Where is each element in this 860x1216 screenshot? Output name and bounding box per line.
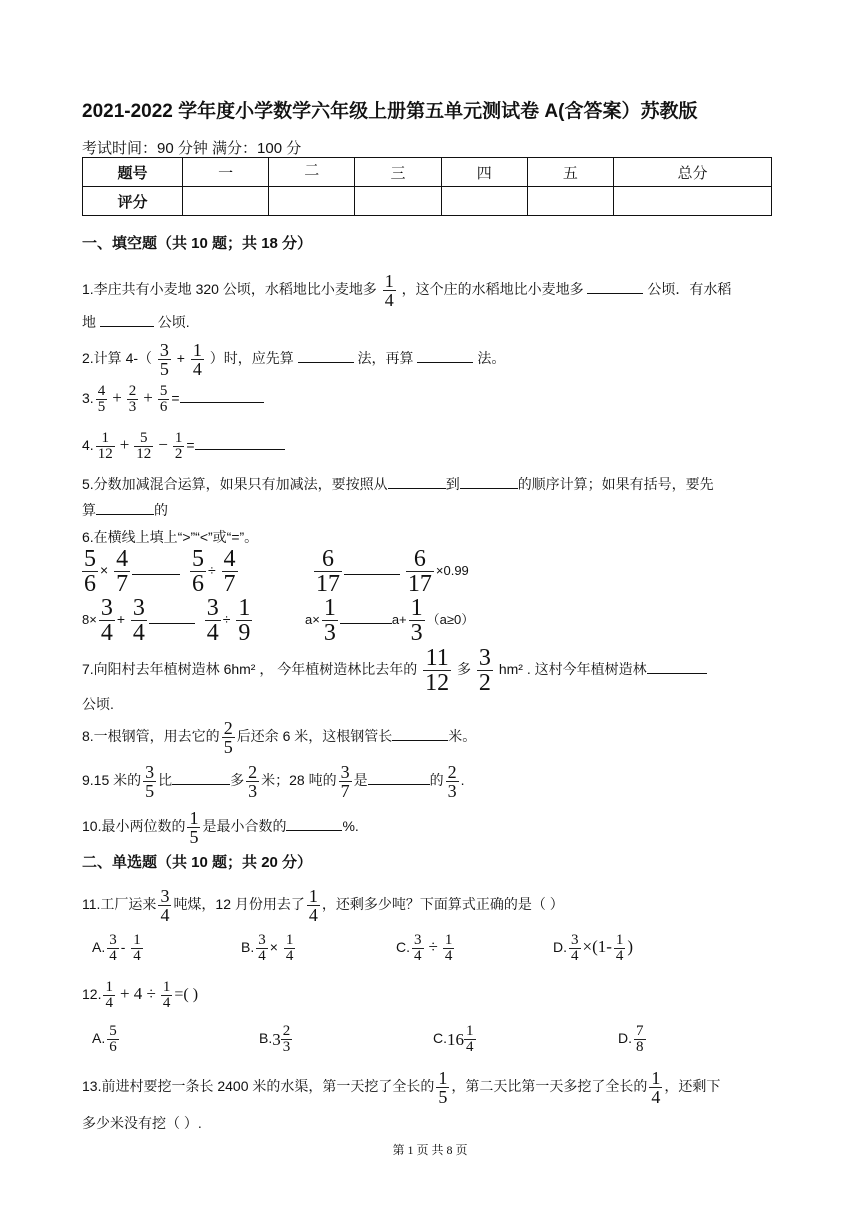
answer-blank[interactable] — [195, 435, 285, 450]
answer-blank[interactable] — [172, 770, 230, 785]
question-7-line-2: 公顷. — [82, 696, 114, 712]
exam-info: 考试时间：90 分钟 满分：100 分 — [82, 140, 302, 157]
option-label: D. — [553, 939, 567, 956]
table-header-cell: 总分 — [614, 158, 772, 187]
question-text: 是最小合数的 — [202, 818, 287, 835]
question-text: ×0.99 — [435, 563, 469, 579]
question-text: （a≥0） — [426, 612, 475, 628]
answer-blank[interactable] — [392, 726, 448, 741]
question-text: 后还余 6 米，这根钢管长 — [236, 728, 393, 745]
fraction: $\frac{1}{4}$ — [444, 932, 453, 964]
answer-blank[interactable] — [132, 560, 180, 575]
question-12 — [82, 980, 198, 1011]
fraction: $\frac{1}{3}$ — [323, 595, 336, 646]
table-header-cell: 五 — [527, 158, 613, 187]
operator: + 4 ÷ — [119, 984, 156, 1004]
question-text: 比 — [158, 772, 173, 789]
option-label: A. — [92, 939, 106, 956]
question-1-line-2 — [82, 312, 190, 332]
question-7-line-1 — [82, 646, 707, 695]
question-text: 7.向阳村去年植树造林 6hm² ， 今年植树造林比去年的 — [82, 661, 418, 678]
question-text: 到 — [445, 476, 460, 492]
operator: + — [112, 388, 122, 408]
fraction: $\frac{3}{7}$ — [340, 762, 350, 801]
fraction: $\frac{3}{5}$ — [159, 340, 169, 379]
option-a[interactable] — [92, 933, 145, 964]
question-text: 1.李庄共有小麦地 320 公顷，水稻地比小麦地多 — [82, 281, 377, 298]
question-4 — [82, 431, 285, 462]
question-text: a+ — [391, 612, 407, 628]
fraction: $\frac{1}{4}$ — [162, 979, 171, 1011]
answer-blank[interactable] — [587, 279, 643, 294]
answer-blank[interactable] — [180, 388, 264, 403]
table-header-cell: 三 — [355, 158, 441, 187]
question-8 — [82, 719, 476, 756]
table-header-cell: 四 — [441, 158, 527, 187]
fraction: $\frac{1}{4}$ — [384, 271, 394, 310]
fraction: $\frac{3}{2}$ — [478, 645, 491, 696]
mixed-number: 3 $\frac{2}{3}$ — [272, 1023, 291, 1055]
fraction: $\frac{5}{6}$ — [159, 383, 168, 415]
mixed-number: 16 $\frac{1}{4}$ — [447, 1023, 474, 1055]
question-6-row-1-right — [312, 547, 469, 596]
question-13-line-1 — [82, 1069, 720, 1106]
question-text: 吨煤，12 月份用去了 — [173, 896, 305, 913]
answer-blank[interactable] — [344, 560, 400, 575]
question-text: ）时，应先算 — [209, 350, 294, 367]
option-b[interactable] — [241, 933, 297, 964]
fraction: $\frac{4}{7}$ — [223, 546, 236, 597]
fraction: $\frac{1}{4}$ — [308, 886, 318, 925]
operator: ÷ — [207, 562, 216, 579]
operator: ×(1- — [582, 937, 612, 957]
fraction: $\frac{3}{4}$ — [258, 932, 266, 964]
table-header-cell: 一 — [183, 158, 269, 187]
question-text: 米。 — [448, 728, 477, 745]
document-title: 2021-2022 学年度小学数学六年级上册第五单元测试卷 A(含答案）苏教版 — [82, 101, 698, 122]
fraction: $\frac{3}{4}$ — [132, 595, 145, 646]
score-cell[interactable] — [355, 187, 441, 216]
question-text: 是 — [353, 772, 368, 789]
operator: − — [158, 435, 168, 455]
question-text: . — [460, 772, 465, 789]
fraction: $\frac{3}{4}$ — [571, 932, 579, 964]
question-text: ，这个庄的水稻地比小麦地多 — [401, 281, 584, 298]
question-text: 8.一根钢管，用去它的 — [82, 728, 220, 745]
option-d[interactable] — [553, 933, 633, 964]
answer-blank[interactable] — [286, 816, 342, 831]
fraction: $\frac{1}{5}$ — [438, 1068, 448, 1107]
fraction: $\frac{2}{3}$ — [248, 762, 258, 801]
option-b[interactable] — [259, 1024, 292, 1055]
option-a[interactable] — [92, 1024, 121, 1055]
score-cell[interactable] — [614, 187, 772, 216]
page-footer: 第 1 页 共 8 页 — [392, 1143, 468, 1157]
question-text: 算 — [82, 502, 96, 518]
question-text: 的顺序计算；如果有括号，要先 — [517, 476, 714, 492]
question-9 — [82, 763, 465, 800]
fraction: $\frac{1}{12}$ — [97, 430, 113, 462]
section-title: 二、单选题（共 10 题；共 20 分） — [82, 854, 313, 871]
operator: ) — [627, 937, 634, 957]
fraction: $\frac{5}{12}$ — [136, 430, 152, 462]
question-6-row-2-right — [305, 596, 474, 645]
fraction: $\frac{1}{4}$ — [133, 932, 141, 964]
option-label: C. — [433, 1030, 447, 1047]
question-5-line-2 — [82, 500, 168, 520]
question-text: =( ) — [174, 986, 199, 1004]
table-header-cell: 二 — [269, 158, 355, 187]
fraction: $\frac{3}{4}$ — [109, 932, 117, 964]
question-3 — [82, 384, 264, 415]
question-text: 的 — [154, 502, 168, 518]
question-13-line-2: 多少米没有挖（ ）. — [82, 1115, 202, 1131]
option-label: A. — [92, 1030, 106, 1047]
question-text: 法，再算 — [357, 350, 414, 367]
fraction: $\frac{1}{4}$ — [615, 932, 624, 964]
question-text: 多 — [230, 772, 245, 789]
question-text: 公顷. — [157, 314, 190, 330]
fraction: $\frac{7}{8}$ — [636, 1023, 644, 1055]
question-text: 2.计算 4-（ — [82, 350, 153, 367]
question-text: 的 — [429, 772, 444, 789]
operator: × — [269, 939, 278, 956]
answer-blank[interactable] — [96, 500, 154, 515]
fraction: $\frac{6}{17}$ — [316, 546, 340, 597]
question-text: 11.工厂运来 — [82, 896, 157, 913]
score-table-score-row — [83, 187, 772, 216]
question-6: 6.在横线上填上“>”“<”或“=”。 — [82, 529, 259, 545]
operator: × — [100, 562, 109, 579]
operator: + — [119, 435, 130, 455]
operator: ÷ — [222, 611, 231, 628]
fraction: $\frac{4}{7}$ — [116, 546, 129, 597]
fraction: $\frac{6}{17}$ — [407, 546, 432, 597]
question-text: ，第二天比第一天多挖了全长的 — [451, 1078, 648, 1095]
fraction: $\frac{3}{5}$ — [145, 762, 155, 801]
option-label: C. — [396, 939, 410, 956]
question-text: 法。 — [477, 350, 506, 367]
fraction: $\frac{1}{4}$ — [192, 340, 202, 379]
question-2 — [82, 341, 505, 378]
question-11 — [82, 887, 564, 924]
fraction: $\frac{1}{2}$ — [174, 430, 183, 462]
table-header-cell: 题号 — [83, 158, 183, 187]
answer-blank[interactable] — [149, 609, 195, 624]
equals: = — [171, 390, 180, 407]
fraction: $\frac{1}{4}$ — [285, 932, 294, 964]
answer-blank[interactable] — [298, 348, 354, 363]
fraction: $\frac{3}{4}$ — [160, 886, 170, 925]
operator: - — [120, 939, 126, 956]
question-text: ，还剩多少吨？下面算式正确的是（ ） — [321, 896, 564, 913]
question-text: 9.15 米的 — [82, 772, 142, 789]
fraction: $\frac{1}{4}$ — [651, 1068, 661, 1107]
fraction: $\frac{5}{6}$ — [84, 546, 96, 597]
question-1-line-1 — [82, 272, 731, 309]
fraction: $\frac{3}{4}$ — [206, 595, 219, 646]
equals: = — [186, 437, 195, 454]
fraction: $\frac{5}{6}$ — [191, 546, 204, 597]
section-title: 一、填空题（共 10 题；共 18 分） — [82, 235, 313, 252]
answer-blank[interactable] — [417, 348, 473, 363]
fraction: $\frac{4}{5}$ — [97, 383, 106, 415]
option-c[interactable] — [396, 933, 456, 964]
option-label: B. — [241, 939, 255, 956]
score-cell[interactable] — [527, 187, 613, 216]
question-text: a× — [305, 612, 320, 628]
question-text: 8× — [82, 612, 97, 628]
question-text: 多 — [457, 661, 472, 678]
question-text: %. — [342, 818, 359, 835]
question-10 — [82, 809, 359, 846]
answer-blank[interactable] — [647, 659, 707, 674]
answer-blank[interactable] — [388, 474, 446, 489]
question-6-row-2 — [82, 596, 254, 645]
option-d[interactable] — [618, 1024, 648, 1055]
operator: + — [143, 388, 153, 408]
question-number: 4. — [82, 437, 94, 454]
fraction: $\frac{3}{4}$ — [414, 932, 422, 964]
option-label: D. — [618, 1030, 632, 1047]
option-label: B. — [259, 1030, 273, 1047]
fraction: $\frac{1}{4}$ — [105, 979, 113, 1011]
fraction: $\frac{2}{3}$ — [447, 762, 457, 801]
question-text: 米；28 吨的 — [261, 772, 337, 789]
score-table — [82, 157, 772, 216]
question-5-line-1 — [82, 474, 714, 494]
option-c[interactable] — [433, 1024, 476, 1055]
score-cell[interactable] — [183, 187, 269, 216]
answer-blank[interactable] — [100, 312, 154, 327]
fraction: $\frac{11}{12}$ — [425, 645, 450, 696]
question-6-row-1 — [80, 547, 240, 596]
question-text: 地 — [82, 314, 96, 330]
operator: ÷ — [428, 937, 438, 957]
score-cell[interactable] — [441, 187, 527, 216]
operator: + — [116, 611, 126, 628]
fraction: $\frac{3}{4}$ — [100, 595, 113, 646]
answer-blank[interactable] — [340, 609, 392, 624]
question-text: ，还剩下 — [664, 1078, 721, 1095]
fraction: $\frac{1}{9}$ — [238, 595, 251, 646]
question-text: 5.分数加减混合运算，如果只有加减法，要按照从 — [82, 476, 388, 492]
score-cell[interactable] — [269, 187, 355, 216]
table-row-label: 评分 — [83, 187, 183, 216]
question-text: 公顷．有水稻 — [647, 281, 732, 298]
fraction: $\frac{2}{5}$ — [223, 718, 233, 757]
answer-blank[interactable] — [460, 474, 518, 489]
question-text: hm² . 这村今年植树造林 — [498, 661, 647, 678]
fraction: $\frac{1}{3}$ — [410, 595, 423, 646]
question-number: 3. — [82, 390, 94, 407]
answer-blank[interactable] — [368, 770, 430, 785]
fraction: $\frac{5}{6}$ — [109, 1023, 117, 1055]
question-number: 12. — [82, 986, 102, 1003]
question-text: 10.最小两位数的 — [82, 818, 186, 835]
fraction: $\frac{1}{5}$ — [189, 808, 199, 847]
operator: + — [176, 350, 185, 367]
score-table-header-row — [83, 158, 772, 187]
fraction: $\frac{2}{3}$ — [128, 383, 137, 415]
question-text: 13.前进村要挖一条长 2400 米的水渠，第一天挖了全长的 — [82, 1078, 435, 1095]
